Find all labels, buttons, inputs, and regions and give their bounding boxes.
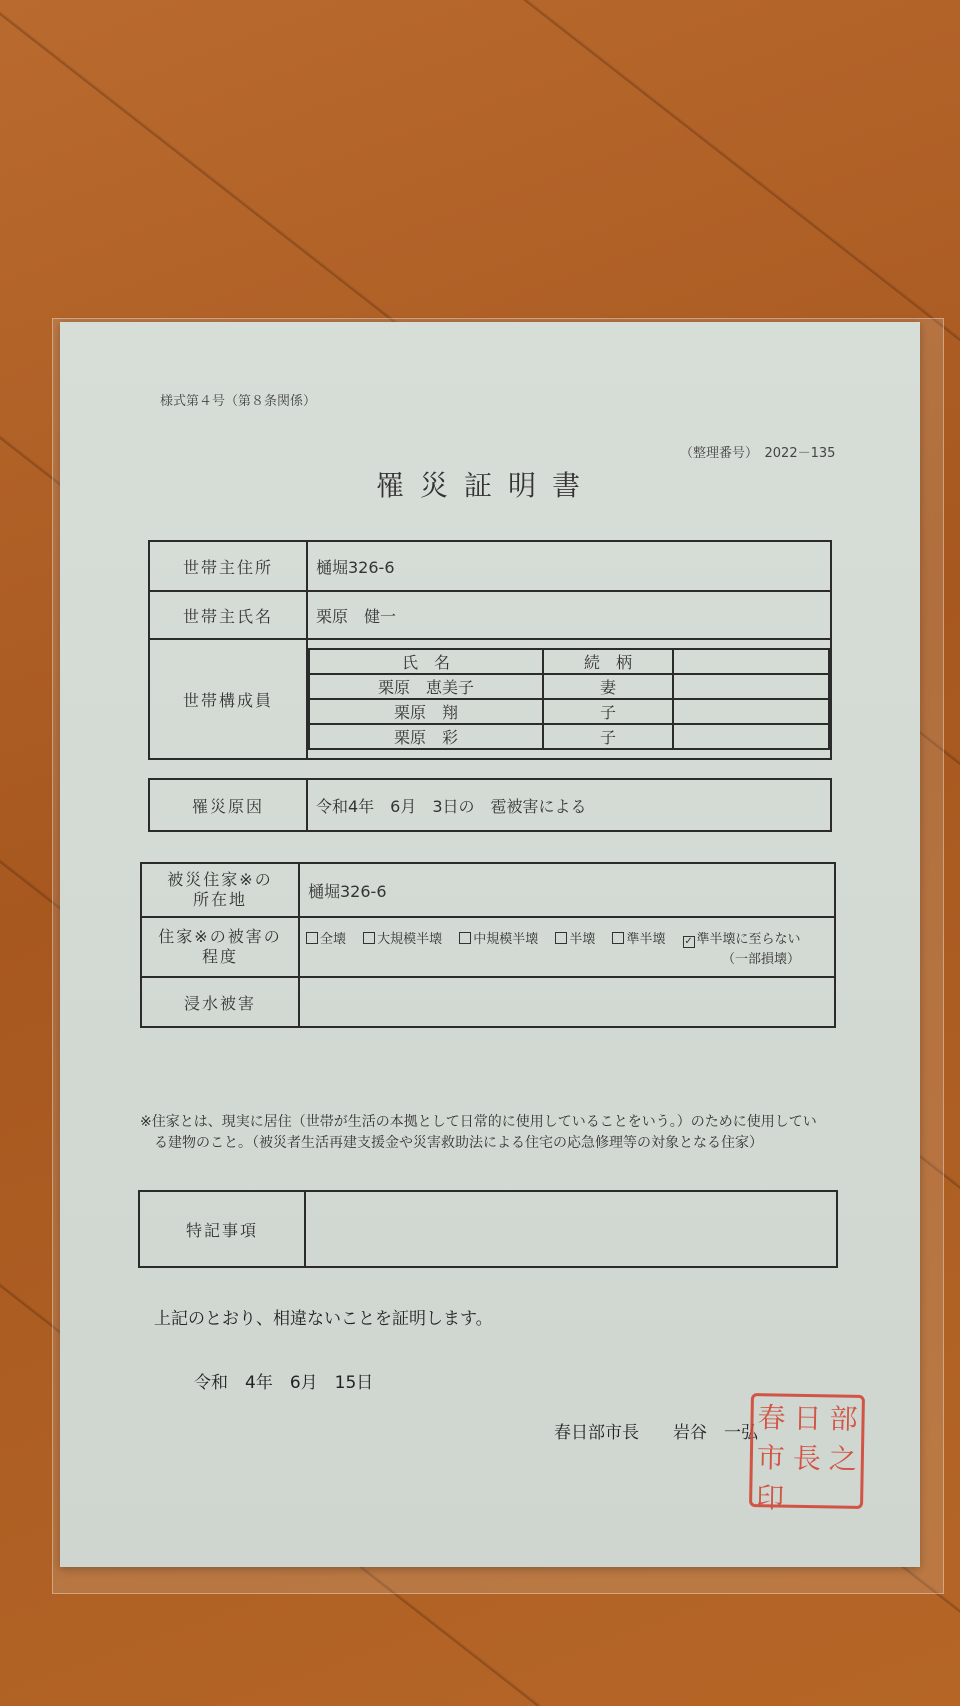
form-number: 様式第４号（第８条関係）	[160, 394, 317, 409]
option-zenkai: 全壊	[306, 928, 346, 947]
flood-value	[299, 977, 835, 1027]
head-name-value: 栗原 健一	[307, 591, 831, 639]
special-table	[138, 1190, 838, 1268]
household-table	[148, 540, 832, 760]
member-name: 栗原 翔	[309, 699, 543, 724]
option-chukibo-hankai: 中規模半壊	[459, 928, 538, 947]
document-title: 罹災証明書	[376, 469, 597, 502]
address-label: 世帯主住所	[149, 541, 307, 591]
head-name-label: 世帯主氏名	[149, 591, 307, 639]
certify-statement: 上記のとおり、相違ないことを証明します。	[154, 1309, 493, 1329]
member-row	[309, 724, 829, 749]
checkbox-icon	[459, 932, 471, 944]
member-row	[309, 674, 829, 699]
address-value: 樋堀326-6	[307, 541, 831, 591]
cause-value: 令和4年 6月 3日の 雹被害による	[307, 779, 831, 831]
members-label: 世帯構成員	[149, 639, 307, 759]
reference-number: （整理番号） 2022－135	[680, 446, 836, 461]
checkbox-icon	[306, 932, 318, 944]
member-name: 栗原 彩	[309, 724, 543, 749]
member-row	[309, 699, 829, 724]
option-sub: （一部損壊）	[721, 951, 800, 967]
location-value: 樋堀326-6	[299, 863, 835, 917]
members-table	[308, 648, 830, 750]
option-jun-hankai: 準半壊	[612, 928, 665, 947]
location-label: 被災住家※の 所在地	[141, 863, 299, 917]
option-jun-hankai-miman: ✓ 準半壊に至らない	[684, 931, 801, 947]
cause-label: 罹災原因	[149, 779, 307, 831]
degree-options	[299, 917, 835, 977]
issuer-name: 春日部市長 岩谷 一弘	[554, 1423, 758, 1443]
checkbox-icon	[555, 932, 567, 944]
special-label: 特記事項	[139, 1191, 305, 1267]
checkbox-icon	[363, 932, 375, 944]
damage-table	[140, 862, 836, 1028]
official-seal-stamp: 春 日 部 市 長 之 印	[749, 1393, 865, 1509]
members-col-blank	[673, 649, 829, 674]
member-name: 栗原 恵美子	[309, 674, 543, 699]
certificate-paper	[60, 322, 920, 1567]
member-relation: 子	[543, 699, 673, 724]
option-daikibo-hankai: 大規模半壊	[363, 928, 442, 947]
cause-table	[148, 778, 832, 832]
option-hankai: 半壊	[555, 928, 595, 947]
degree-label: 住家※の被害の 程度	[141, 917, 299, 977]
footnote: ※住家とは、現実に居住（世帯が生活の本拠として日常的に使用していることをいう。）のために使用してい る建物のこと。（被災者生活再建支援金や災害救助法による住宅の応急修理等の対象となる住家）	[140, 1114, 817, 1151]
checkbox-icon	[612, 932, 624, 944]
members-col-relation: 続 柄	[543, 649, 673, 674]
member-relation: 子	[543, 724, 673, 749]
members-col-name: 氏 名	[309, 649, 543, 674]
flood-label: 浸水被害	[141, 977, 299, 1027]
checkbox-checked-icon: ✓	[684, 935, 693, 947]
members-cell	[307, 639, 831, 759]
special-value	[305, 1191, 837, 1267]
member-relation: 妻	[543, 674, 673, 699]
issue-date: 令和 4年 6月 15日	[194, 1373, 374, 1393]
